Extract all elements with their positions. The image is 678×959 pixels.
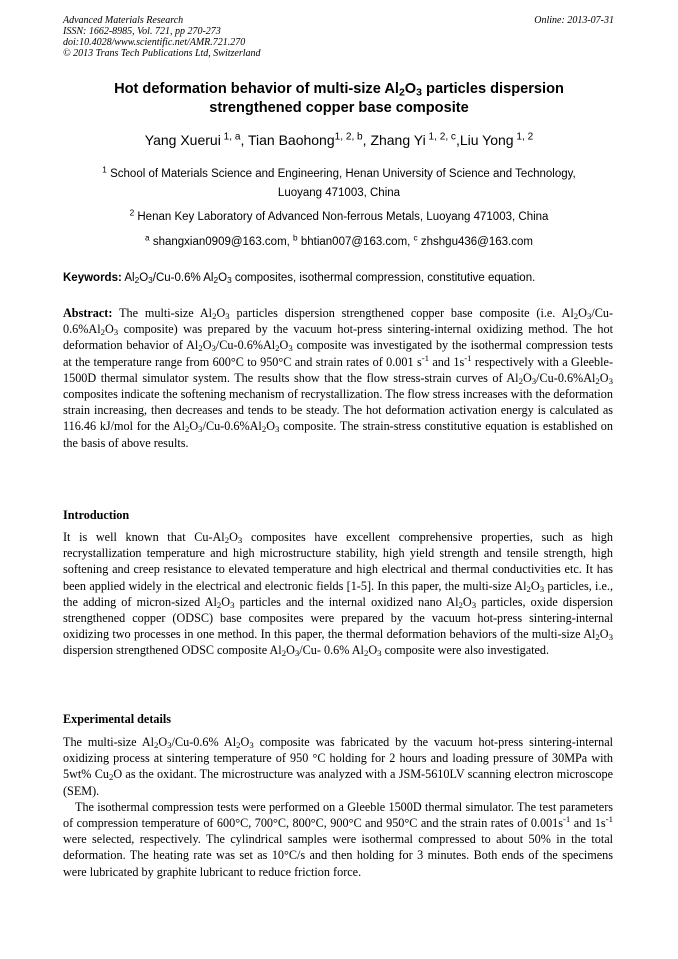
experimental-body: The multi-size $Al_2O_3/Cu-0.6\%$ $Al_2O_3$ composite was fabricated by the vacuum hot-press sintering-internal oxidizing process at sintering temperature of 950 °C holding for 2 hours and loading pressure of 30MPa with 5wt% $Cu_2O$ as the oxidant. The microstructure was analyzed with a JSM-5610LV scanning electron microscope (SEM). The isothermal compression tests were performed on a Gleeble 1500D thermal simulator. The test parameters of compression temperature of 600°C, 700°C, 800°C, 900°C and 950°C and the strain rates of $0.001s^{-1}$ and $1s^{-1}$ were selected, respectively. The cylindrical samples were isothermal compressed to about 50% in the total deformation. The heating rate was set as 10°C/s and then holding for 3 minutes. Both ends of the specimens were lubricated by graphite lubricant to reduce friction force. xyxy=(63,735,614,879)
online-date: Online: 2013-07-31 xyxy=(534,15,614,26)
author: Tian Baohong$^{1, 2, b}$, xyxy=(247,131,371,148)
author: Zhang Yi $^{1, 2, c}$, xyxy=(370,131,460,148)
email-link[interactable]: bhtian007@163.com, xyxy=(297,236,414,248)
introduction-body: It is well known that $Cu-Al_2O_3$ composites have excellent comprehensive properties, such as high recrystallization temperature and high microstructure stability, high yield strength and tensile strength, high softening and creep resistance to elevated temperature and high electrical and thermal conductivities etc. It has been applied widely in the electrical and electronic fields [1-5]. In this paper, the multi-size $Al_2O_3$ particles, i.e., the adding of micron-sized $Al_2O_3$ particles and the internal oxidized nano $Al_2O_3$ particles, oxide dispersion strengthened copper (ODSC) base composites were prepared by the vacuum hot-press sintering-internal oxidizing two processes in one method. In this paper, the thermal deformation behaviors of the multi-size $Al_2O_3$ dispersion strengthened ODSC composite $Al_2O_3/Cu-$ 0.6% $Al_2O_3$ composite were also investigated. xyxy=(63,530,613,659)
title-line-1: Hot deformation behavior of multi-size $Al_2O_3$ particles dispersion xyxy=(114,81,564,99)
doi-line: doi:10.4028/www.scientific.net/AMR.721.270 xyxy=(63,37,246,48)
abstract: Abstract: The multi-size $Al_2O_3$ particles dispersion strengthened copper base composite (i.e. $Al_2O_3/Cu-0.6\%Al_2O_3$ composite) was prepared by the vacuum hot-press sintering-internal oxidizing method. The hot deformation behavior of $Al_2O_3/Cu-0.6\%Al_2O_3$ composite was investigated by the isothermal compression tests at the temperature range from 600°C to 950°C and strain rates of 0.001 $s^{-1}$ and $1s^{-1}$ respectively with a Gleeble-1500D thermal simulator system. The results show that the flow stress-strain curves of $Al_2O_3/Cu-0.6\%Al_2O_3$ composites indicate the softening mechanism of recrystallization. The flow stress increases with the deformation strain increasing, then decreases and tends to be steady. The hot deformation activation energy is calculated as 116.46 kJ/mol for the $Al_2O_3/Cu-0.6\%Al_2O_3$ composite. The strain-stress constitutive equation is established on the basis of above results. xyxy=(63,306,614,450)
affiliation-2: $^2$ Henan Key Laboratory of Advanced Non-ferrous Metals, Luoyang 471003, China xyxy=(129,208,549,223)
email-link[interactable]: zhshgu436@163.com xyxy=(417,236,533,248)
running-header xyxy=(63,15,261,59)
introduction-heading: Introduction xyxy=(63,508,130,522)
affiliation-1: $^1$ School of Materials Science and Engineering, Henan University of Science and Technology, Luoyang 471003, China xyxy=(102,165,576,199)
experimental-heading: Experimental details xyxy=(63,712,171,726)
author: Yang Xuerui $^{1, a}$, xyxy=(144,131,248,148)
journal-name: Advanced Materials Research xyxy=(63,15,184,26)
keywords: Keywords: $Al_2O_3/Cu-0.6\%$ $Al_2O_3$ composites, isothermal compression, constitutive equation. xyxy=(63,272,536,286)
title-line-2: strengthened copper base composite xyxy=(209,100,469,116)
author-list xyxy=(60,131,618,149)
paper-title xyxy=(60,80,618,118)
abstract-label: Abstract: xyxy=(63,306,113,320)
issn-line: ISSN: 1662-8985, Vol. 721, pp 270-273 xyxy=(63,26,221,37)
keywords-label: Keywords: xyxy=(63,272,122,284)
author: Liu Yong $^{1, 2}$ xyxy=(459,131,534,148)
email-list: $^a$ shangxian0909@163.com, $^b$ bhtian007@163.com, $^c$ zhshgu436@163.com xyxy=(145,233,533,248)
copyright-line: © 2013 Trans Tech Publications Ltd, Switzerland xyxy=(63,48,261,59)
email-link[interactable]: shangxian0909@163.com, xyxy=(149,236,294,248)
